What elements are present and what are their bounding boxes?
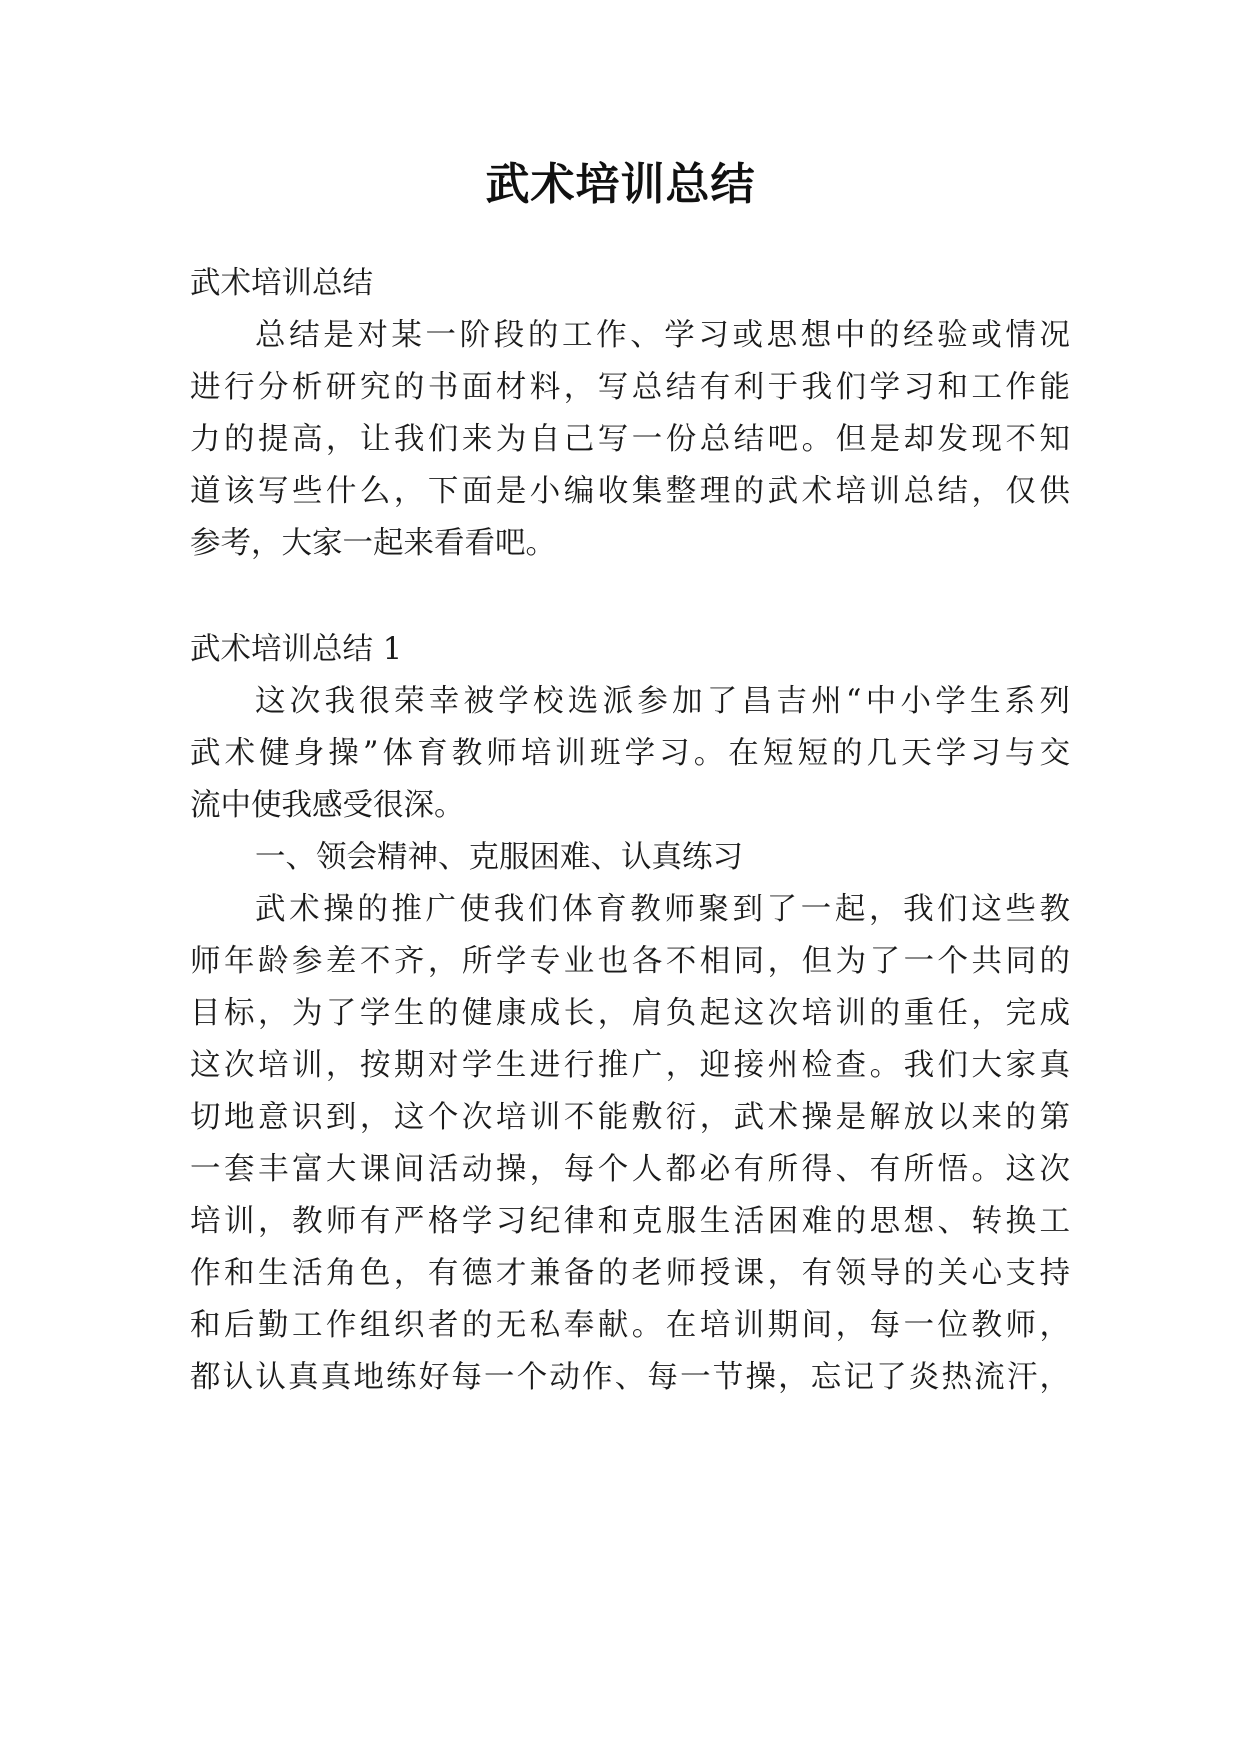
paragraph-line: 这次培训，按期对学生进行推广，迎接州检查。我们大家真: [190, 1048, 1070, 1083]
paragraph-line: 一套丰富大课间活动操，每个人都必有所得、有所悟。这次: [190, 1152, 1070, 1187]
paragraph-line: 和后勤工作组织者的无私奉献。在培训期间，每一位教师，: [190, 1308, 1070, 1343]
paragraph-line: 武术健身操”体育教师培训班学习。在短短的几天学习与交: [190, 736, 1070, 771]
paragraph-line: 这次我很荣幸被学校选派参加了昌吉州“中小学生系列: [255, 684, 1070, 719]
paragraph-line: 切地意识到，这个次培训不能敷衍，武术操是解放以来的第: [190, 1100, 1070, 1135]
intro-line: 力的提高，让我们来为自己写一份总结吧。但是却发现不知: [190, 422, 1070, 457]
paragraph-line: 目标，为了学生的健康成长，肩负起这次培训的重任，完成: [190, 996, 1070, 1031]
subheading: 一、领会精神、克服困难、认真练习: [255, 840, 743, 875]
intro-line: 参考，大家一起来看看吧。: [190, 526, 556, 561]
paragraph-line: 都认认真真地练好每一个动作、每一节操，忘记了炎热流汗，: [190, 1360, 1070, 1395]
paragraph-line: 作和生活角色，有德才兼备的老师授课，有领导的关心支持: [190, 1256, 1070, 1291]
section-heading: 武术培训总结 1: [190, 632, 403, 667]
paragraph-line: 培训，教师有严格学习纪律和克服生活困难的思想、转换工: [190, 1204, 1070, 1239]
paragraph-line: 师年龄参差不齐，所学专业也各不相同，但为了一个共同的: [190, 944, 1070, 979]
intro-heading: 武术培训总结: [190, 266, 373, 301]
paragraph-line: 武术操的推广使我们体育教师聚到了一起，我们这些教: [255, 892, 1070, 927]
paragraph-line: 流中使我感受很深。: [190, 788, 465, 823]
intro-line: 道该写些什么，下面是小编收集整理的武术培训总结，仅供: [190, 474, 1070, 509]
document-title: 武术培训总结: [485, 159, 756, 210]
intro-line: 进行分析研究的书面材料，写总结有利于我们学习和工作能: [190, 370, 1070, 405]
intro-line: 总结是对某一阶段的工作、学习或思想中的经验或情况: [255, 318, 1070, 353]
